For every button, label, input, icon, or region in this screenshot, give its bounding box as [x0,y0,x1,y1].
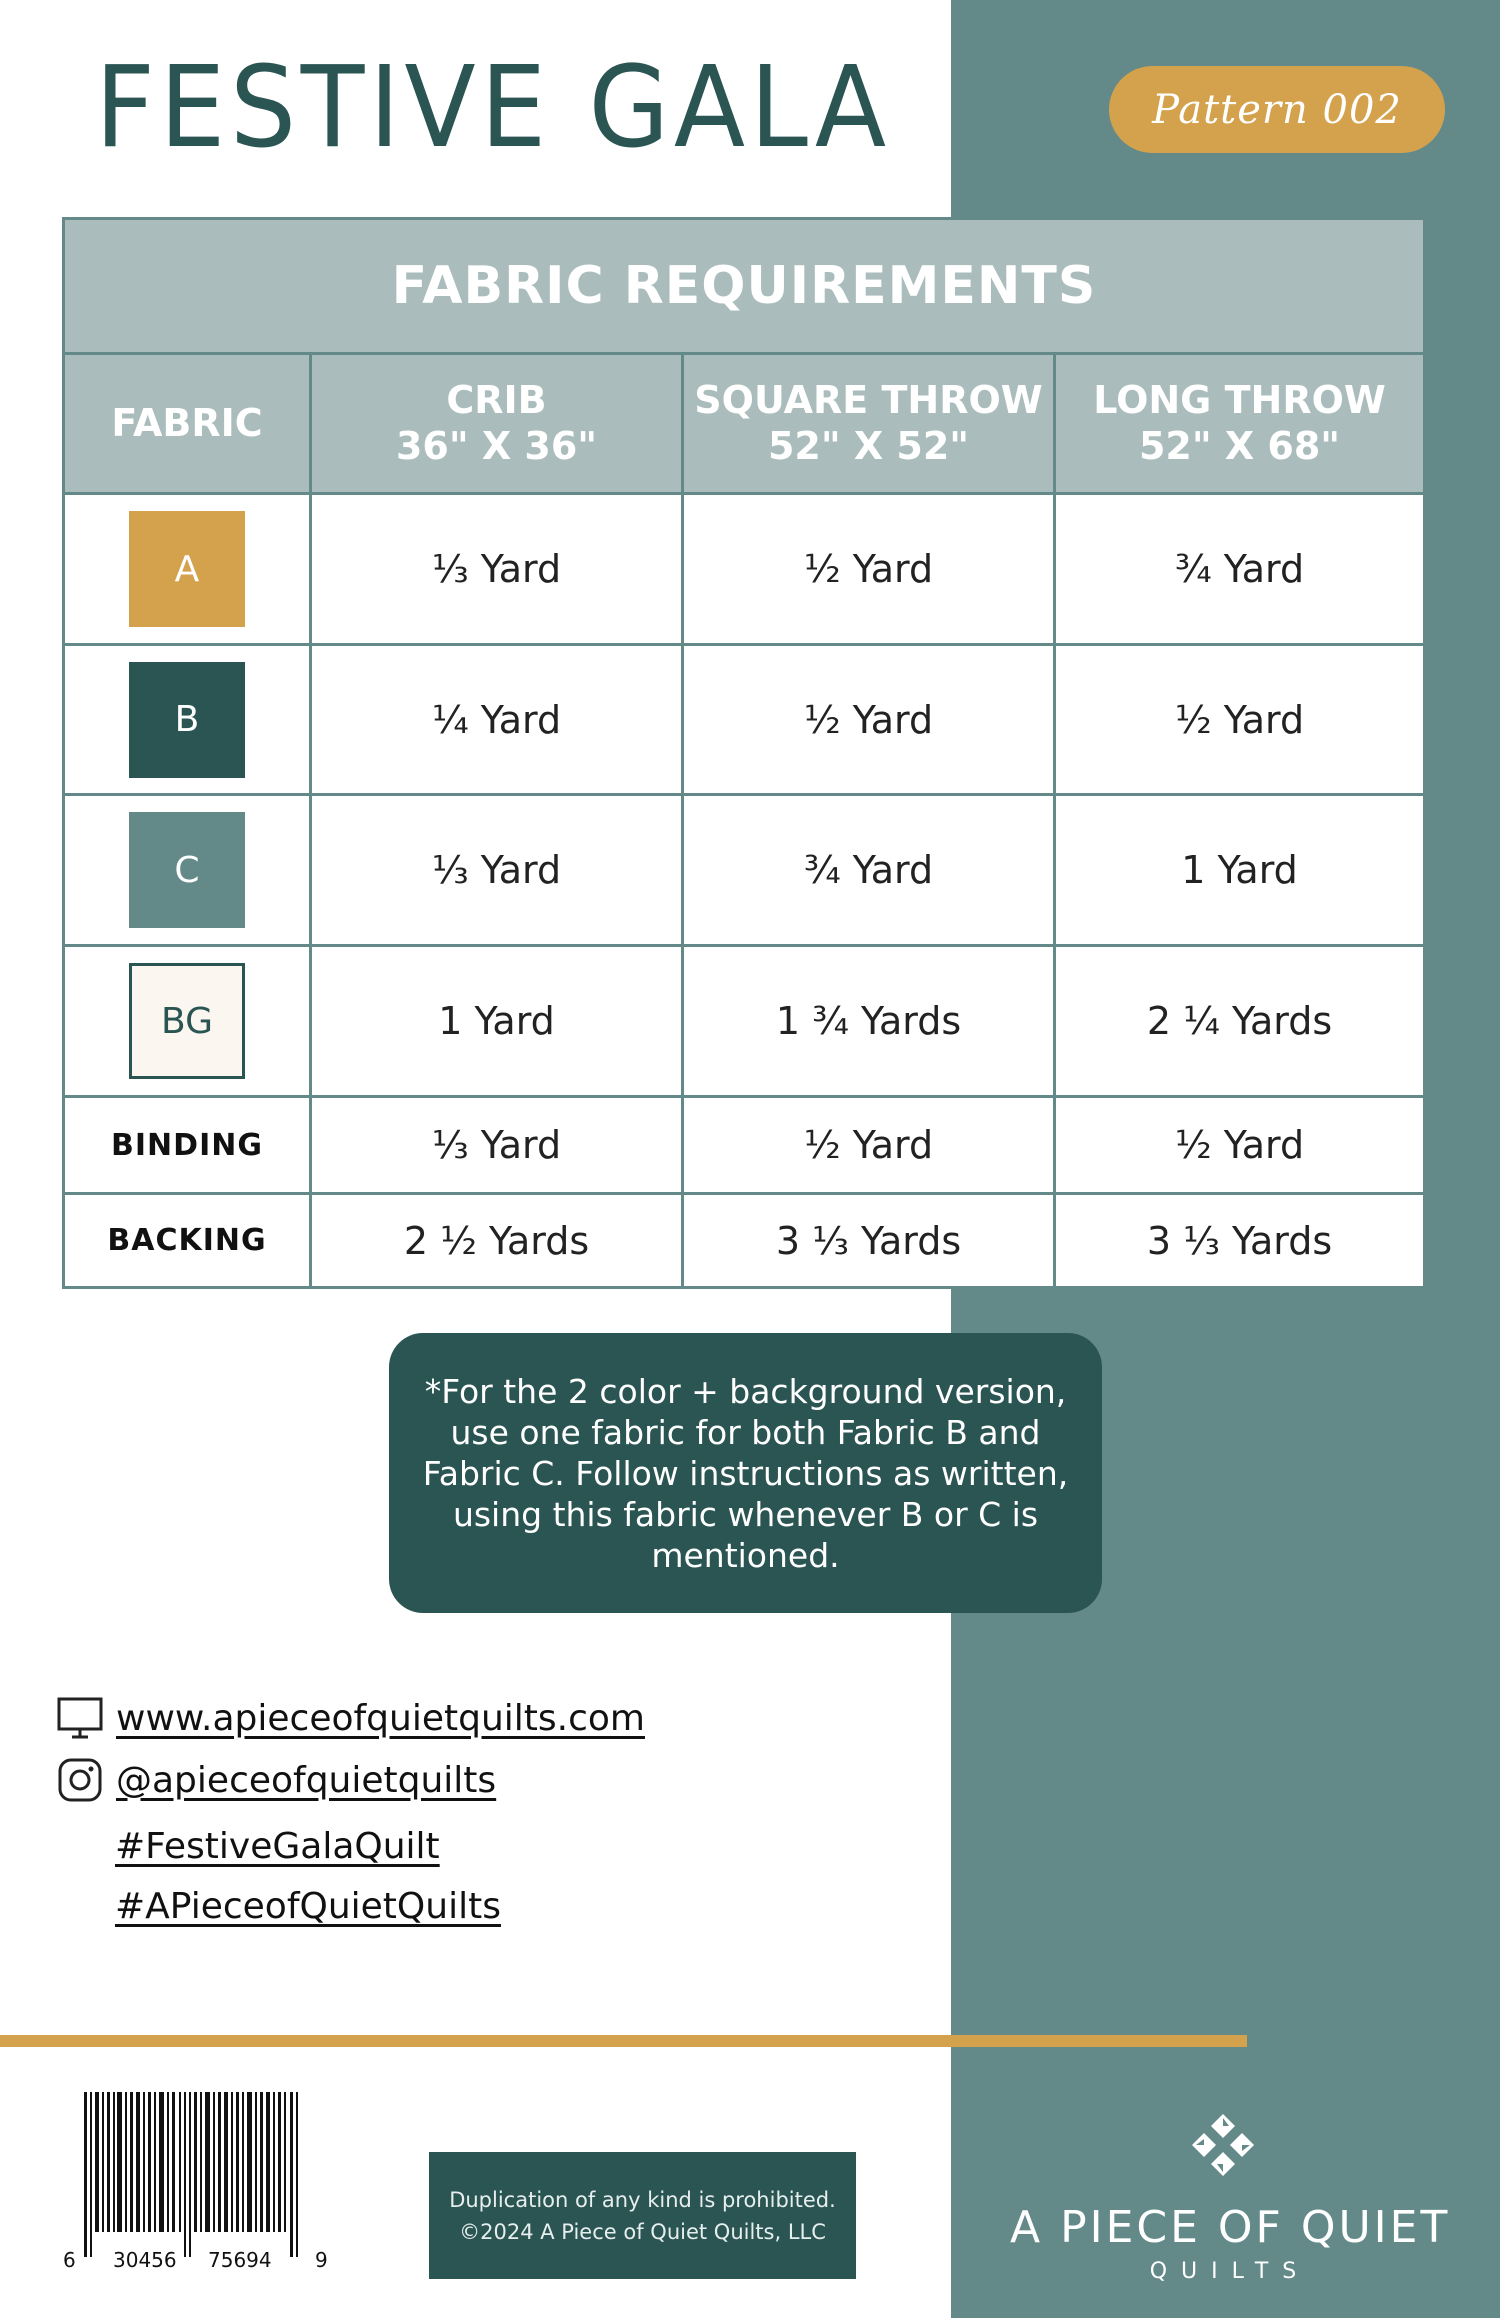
fabric-swatch-bg: BG [129,963,245,1079]
long-throw-cell: 3 ⅓ Yards [1056,1195,1426,1289]
column-header-size: 52" X 68" [1138,423,1341,468]
column-header-fabric [62,355,312,495]
long-throw-cell: ¾ Yard [1056,495,1426,646]
column-header-square-throw [684,355,1056,495]
fabric-swatch-a: A [129,511,245,627]
hashtag-a-piece-of-quiet[interactable]: #APieceofQuietQuilts [115,1886,501,1927]
fabric-cell [62,1195,312,1289]
table-row-fabric-c [62,796,1426,947]
long-throw-cell: 1 Yard [1056,796,1426,947]
column-header-label: CRIB [446,377,547,422]
crib-cell: 2 ½ Yards [312,1195,684,1289]
column-header-label: LONG THROW [1093,377,1386,422]
table-row-backing [62,1195,1426,1289]
instagram-link[interactable]: @apieceofquietquilts [116,1759,497,1801]
crib-cell: 1 Yard [312,947,684,1098]
table-row-fabric-b [62,646,1426,796]
square-throw-cell: 1 ¾ Yards [684,947,1056,1098]
square-throw-cell: ½ Yard [684,646,1056,796]
square-throw-cell: 3 ⅓ Yards [684,1195,1056,1289]
instagram-link-row[interactable] [56,1756,496,1804]
pattern-number-badge: Pattern 002 [1109,66,1445,153]
fabric-cell [62,947,312,1098]
row-label-binding: BINDING [111,1127,263,1163]
long-throw-cell: 2 ¼ Yards [1056,947,1426,1098]
crib-cell: ⅓ Yard [312,495,684,646]
table-row-fabric-bg [62,947,1426,1098]
barcode-group-2: 75694 [208,2248,272,2272]
column-header-size: 36" X 36" [395,423,598,468]
column-header-crib [312,355,684,495]
hashtag-festive-gala[interactable]: #FestiveGalaQuilt [115,1826,440,1867]
barcode-lead-digit: 6 [63,2248,76,2272]
website-link-row[interactable] [56,1694,645,1742]
fabric-requirements-table [62,217,1426,1289]
crib-cell: ⅓ Yard [312,1098,684,1195]
long-throw-cell: ½ Yard [1056,646,1426,796]
instagram-icon [56,1756,104,1804]
long-throw-cell: ½ Yard [1056,1098,1426,1195]
website-link[interactable]: www.apieceofquietquilts.com [116,1697,645,1739]
row-label-backing: BACKING [107,1223,267,1258]
fabric-cell [62,495,312,646]
brand-subtitle: QUILTS [1149,2259,1311,2284]
monitor-icon [56,1694,104,1742]
table-row-fabric-a [62,495,1426,646]
copyright-line-1: Duplication of any kind is prohibited. [449,2187,836,2212]
square-throw-cell: ½ Yard [684,495,1056,646]
square-throw-cell: ½ Yard [684,1098,1056,1195]
column-header-size: 52" X 52" [767,423,970,468]
crib-cell: ¼ Yard [312,646,684,796]
copyright-box [429,2152,856,2279]
brand-name: A PIECE OF QUIET [1010,2202,1451,2253]
barcode-group-1: 30456 [113,2248,177,2272]
pattern-title: FESTIVE GALA [95,43,891,173]
fabric-cell [62,646,312,796]
column-header-label: FABRIC [111,400,263,445]
barcode [84,2092,306,2257]
barcode-check-digit: 9 [315,2248,328,2272]
fabric-swatch-b: B [129,662,245,778]
column-header-long-throw [1056,355,1426,495]
gold-divider [0,2035,1247,2047]
crib-cell: ⅓ Yard [312,796,684,947]
table-title: FABRIC REQUIREMENTS [62,217,1426,355]
column-header-label: SQUARE THROW [694,377,1043,422]
fabric-cell [62,1098,312,1195]
fabric-swatch-c: C [129,812,245,928]
two-color-note: *For the 2 color + background version, use one fabric for both Fabric B and Fabric C. Follow instructions as written, using this fabric whenever B or C is mentioned. [389,1333,1102,1613]
pinwheel-logo-icon [1186,2108,1260,2182]
table-row-binding [62,1098,1426,1195]
column-header-row [62,355,1426,495]
square-throw-cell: ¾ Yard [684,796,1056,947]
copyright-line-2: ©2024 A Piece of Quiet Quilts, LLC [459,2219,826,2244]
fabric-cell [62,796,312,947]
